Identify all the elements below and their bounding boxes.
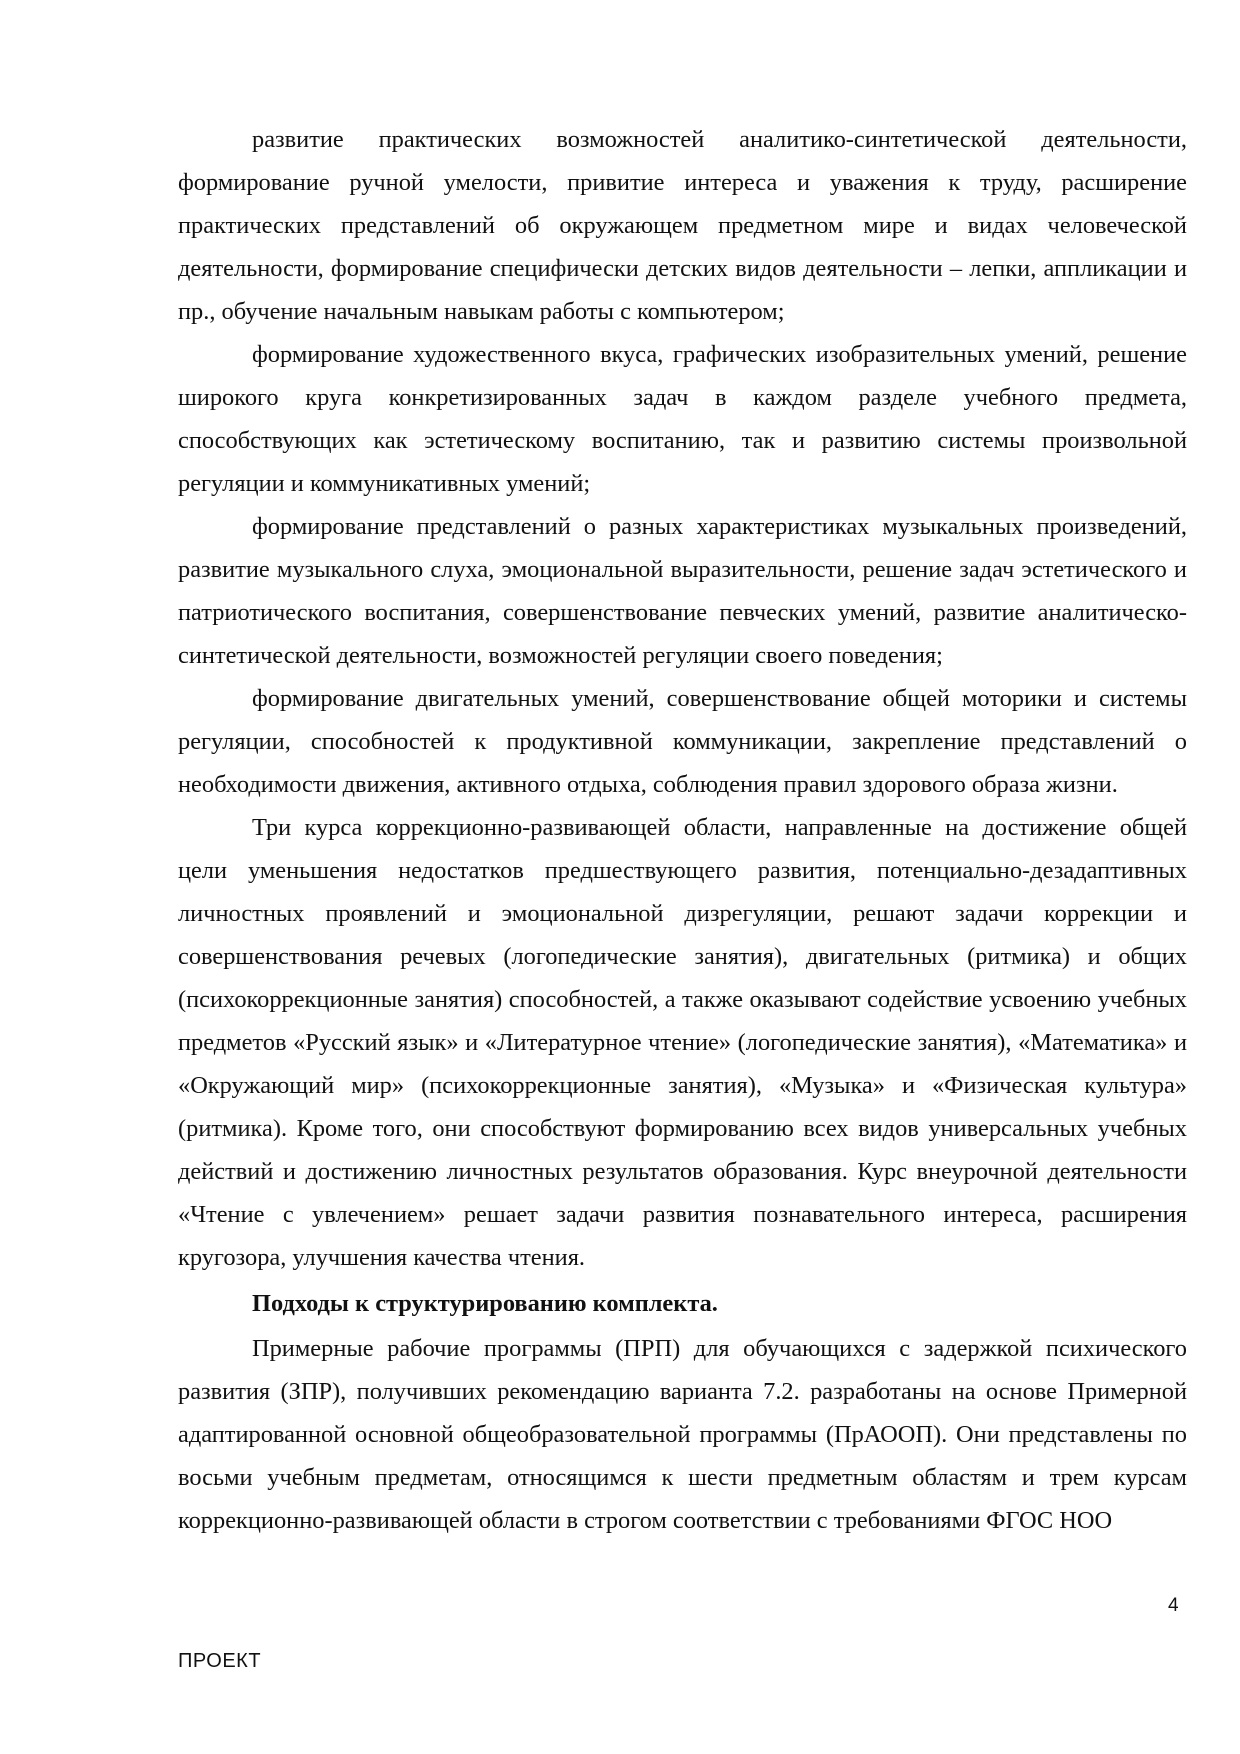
document-body [178, 118, 1187, 1542]
paragraph-music: формирование представлений о разных характеристиках музыкальных произведений, развитие музыкального слуха, эмоциональной выразительности, решение задач эстетического и патриотического воспитания, совершенствование певческих умений, развитие аналитическо-синтетической деятельности, возможностей регуляции своего поведения; [178, 513, 1187, 669]
page-number: 4 [1168, 1595, 1179, 1616]
paragraph-art-taste: формирование художественного вкуса, графических изобразительных умений, решение широкого круга конкретизированных задач в каждом разделе учебного предмета, способствующих как эстетическому воспитанию, так и развитию системы произвольной регуляции и коммуникативных умений; [178, 341, 1187, 497]
paragraph-practical-skills: развитие практических возможностей аналитико-синтетической деятельности, формирование ручной умелости, привитие интереса и уважения к труду, расширение практических представлений об окружающем предметном мире и видах человеческой деятельности, формирование специфически детских видов деятельности – лепки, аппликации и пр., обучение начальным навыкам работы с компьютером; [178, 126, 1187, 325]
paragraph-sample-programs: Примерные рабочие программы (ПРП) для обучающихся с задержкой психического развития (ЗПР), получивших рекомендацию варианта 7.2. разработаны на основе Примерной адаптированной основной общеобразовательной программы (ПрАООП). Они представлены по восьми учебным предметам, относящимся к шести предметным областям и трем курсам коррекционно-развивающей области в строгом соответствии с требованиями ФГОС НОО [178, 1335, 1187, 1534]
paragraph-motor-skills: формирование двигательных умений, совершенствование общей моторики и системы регуляции, способностей к продуктивной коммуникации, закрепление представлений о необходимости движения, активного отдыха, соблюдения правил здорового образа жизни. [178, 685, 1187, 798]
paragraph-correction-courses: Три курса коррекционно-развивающей области, направленные на достижение общей цели уменьшения недостатков предшествующего развития, потенциально-дезадаптивных личностных проявлений и эмоциональной дизрегуляции, решают задачи коррекции и совершенствования речевых (логопедические занятия), двигательных (ритмика) и общих (психокоррекционные занятия) способностей, а также оказывают содействие усвоению учебных предметов «Русский язык» и «Литературное чтение» (логопедические занятия), «Математика» и «Окружающий мир» (психокоррекционные занятия), «Музыка» и «Физическая культура» (ритмика). Кроме того, они способствуют формированию всех видов универсальных учебных действий и достижению личностных результатов образования. Курс внеурочной деятельности «Чтение с увлечением» решает задачи развития познавательного интереса, расширения кругозора, улучшения качества чтения. [178, 814, 1187, 1271]
draft-label: ПРОЕКТ [178, 1650, 262, 1672]
section-heading: Подходы к структурированию комплекта. [252, 1290, 718, 1317]
